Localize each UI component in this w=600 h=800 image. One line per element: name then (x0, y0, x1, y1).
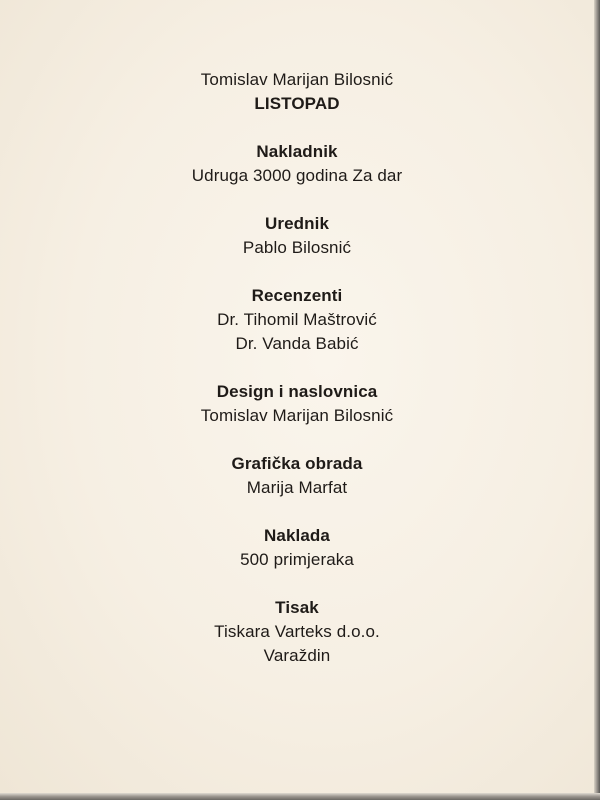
design-section (0, 380, 594, 428)
graphics-name: Marija Marfat (246, 478, 348, 497)
print-run-heading: Naklada (264, 526, 330, 545)
reviewers-section (0, 284, 594, 356)
printer-city: Varaždin (263, 646, 331, 665)
printer-name: Tiskara Varteks d.o.o. (214, 622, 380, 641)
page-edge-right (594, 0, 600, 800)
design-heading: Design i naslovnica (216, 382, 378, 401)
book-title: LISTOPAD (254, 94, 340, 113)
printing-section (0, 596, 594, 668)
publisher-section (0, 140, 594, 188)
graphics-section (0, 452, 594, 500)
author-name: Tomislav Marijan Bilosnić (200, 70, 394, 89)
editor-heading: Urednik (265, 214, 329, 233)
page-edge-bottom (0, 793, 600, 800)
editor-section (0, 212, 594, 260)
reviewer-name: Dr. Tihomil Maštrović (217, 310, 377, 329)
book-info (0, 68, 594, 116)
publisher-name: Udruga 3000 godina Za dar (191, 166, 403, 185)
reviewer-name: Dr. Vanda Babić (235, 334, 359, 353)
print-run-section (0, 524, 594, 572)
publisher-heading: Nakladnik (256, 142, 338, 161)
reviewers-heading: Recenzenti (251, 286, 343, 305)
print-run-value: 500 primjeraka (240, 550, 354, 569)
editor-name: Pablo Bilosnić (242, 238, 352, 257)
designer-name: Tomislav Marijan Bilosnić (200, 406, 394, 425)
graphics-heading: Grafička obrada (231, 454, 363, 473)
imprint-block (0, 68, 594, 692)
printing-heading: Tisak (275, 598, 319, 617)
